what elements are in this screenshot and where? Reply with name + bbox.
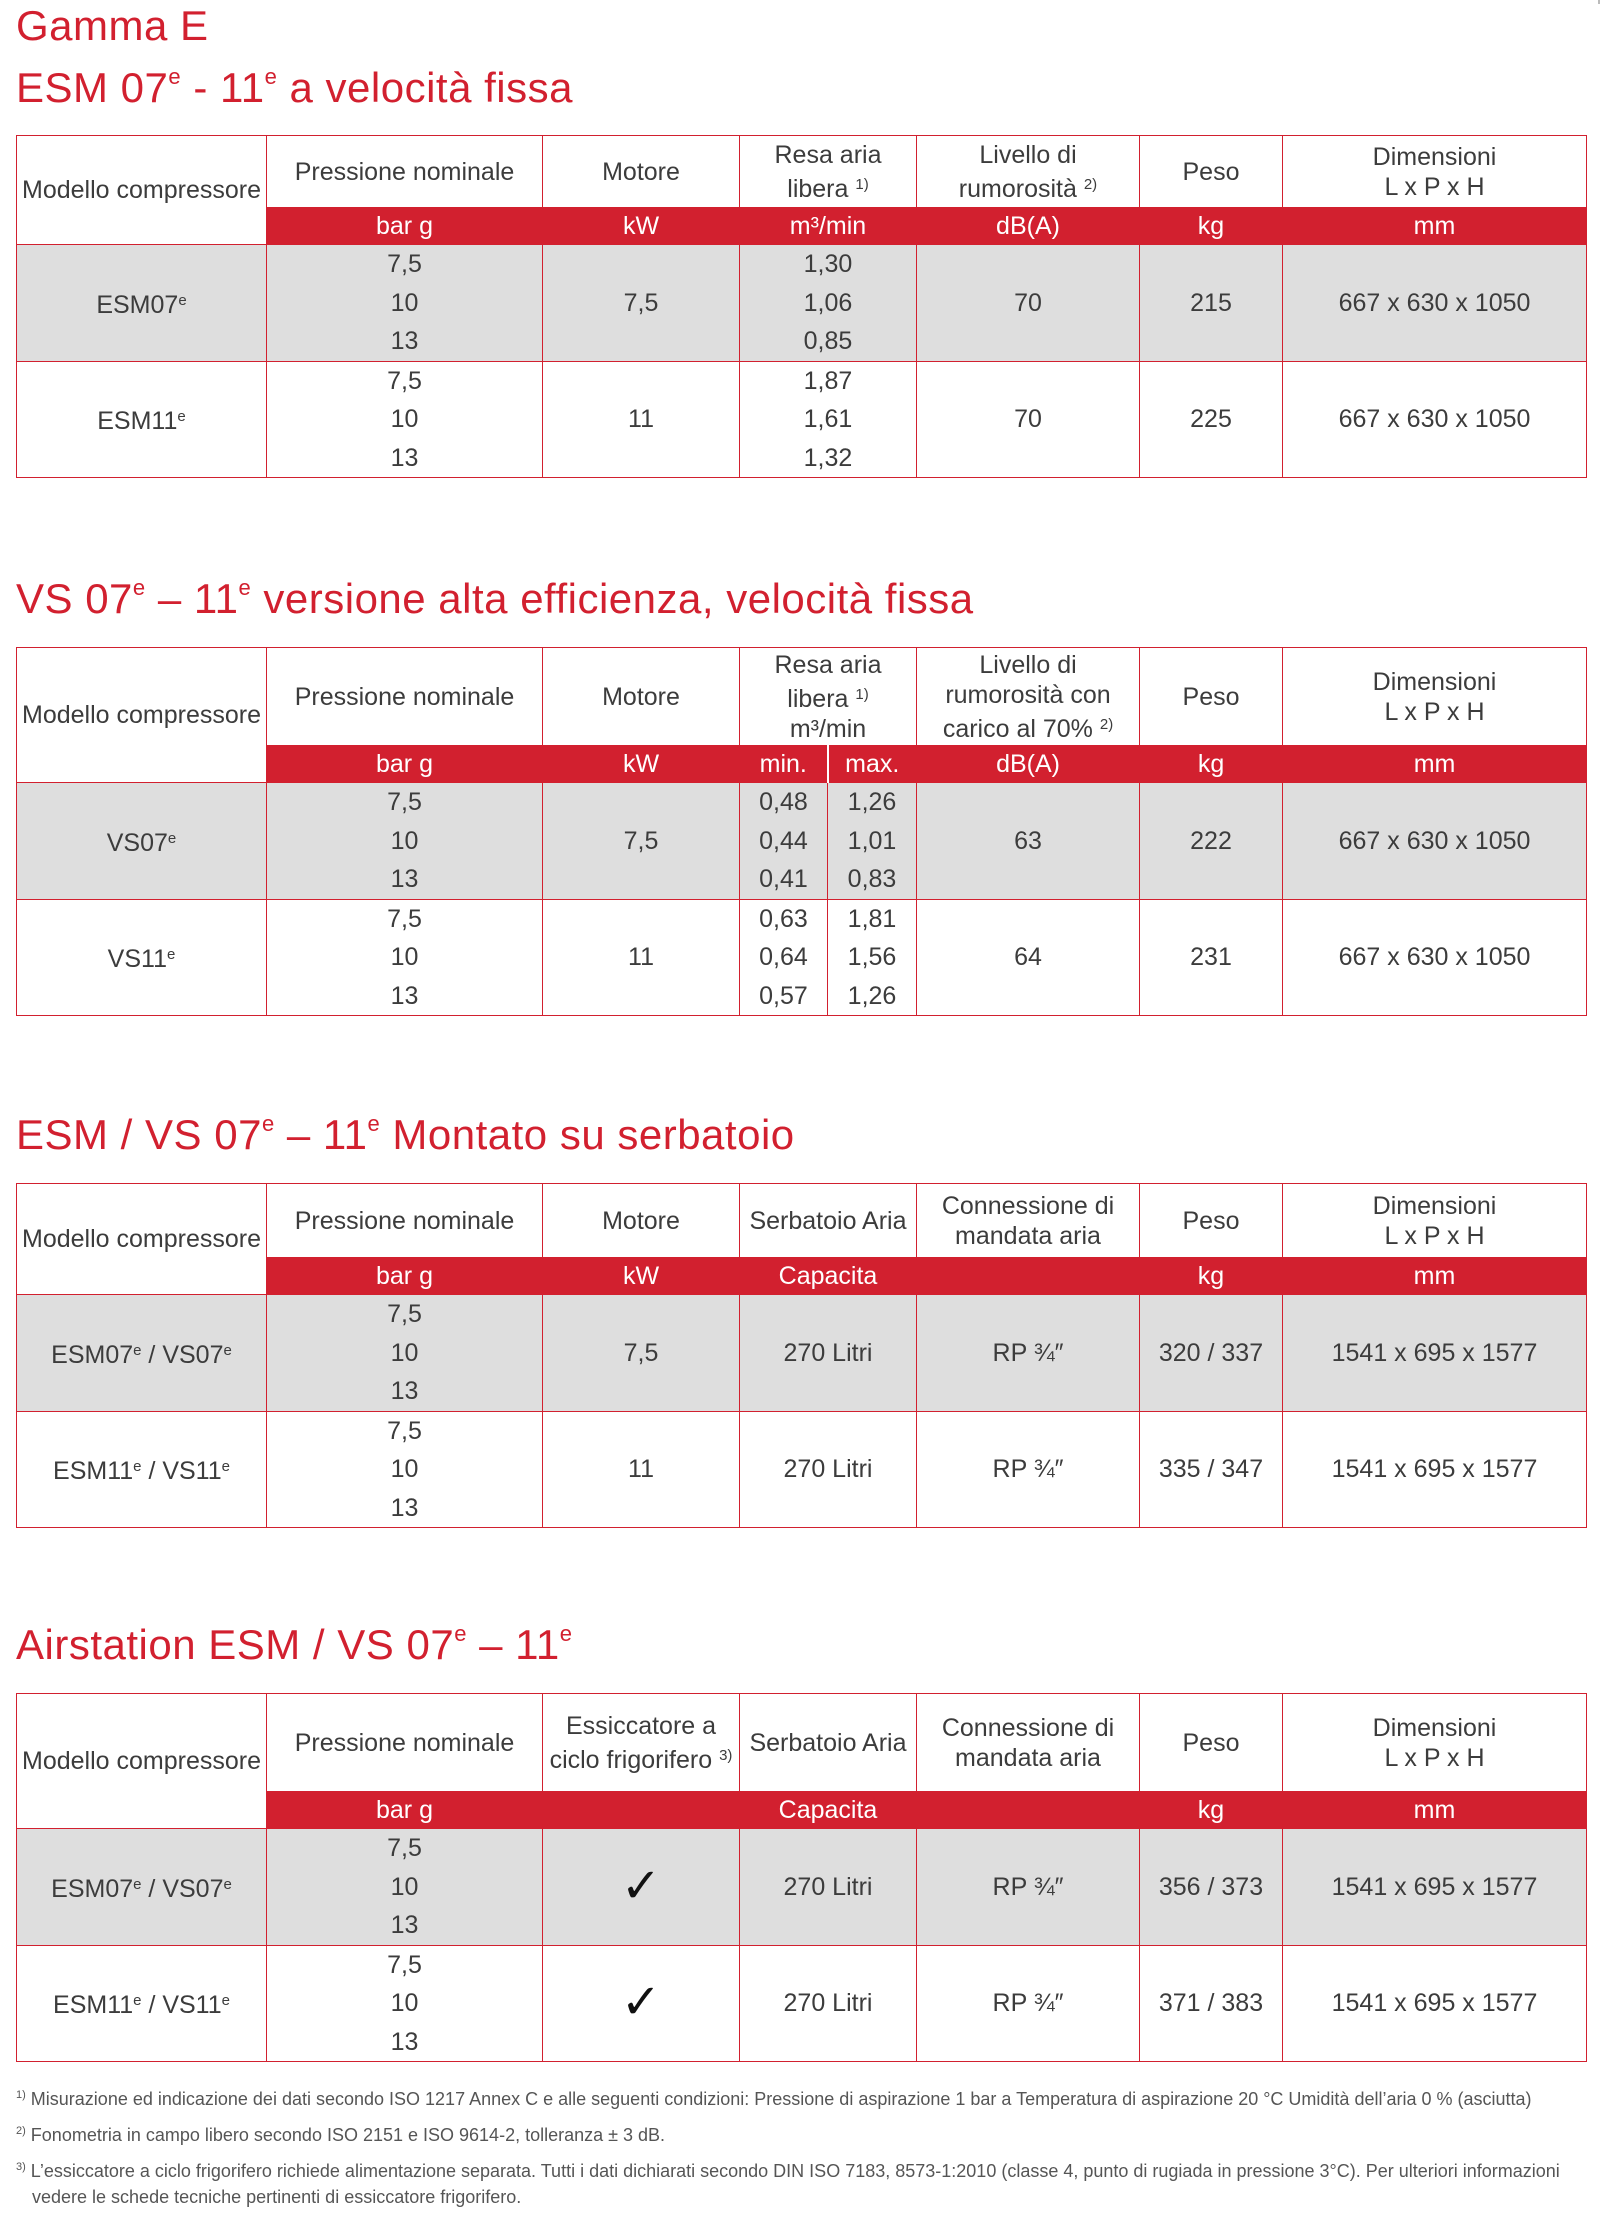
pressure-cell (267, 245, 543, 362)
header-connection: Connessione di mandata aria (917, 1694, 1140, 1792)
dimensions-cell: 1541 x 695 x 1577 (1283, 1295, 1587, 1412)
pressure-value: 10 (390, 288, 419, 317)
weight-cell: 335 / 347 (1140, 1411, 1283, 1528)
footnote-text: Fonometria in campo libero secondo ISO 2151 e ISO 9614-2, tolleranza ± 3 dB. (30, 2125, 666, 2145)
title-part: Airstation ESM / VS 07 (16, 1621, 455, 1668)
air-max-cell (828, 783, 917, 900)
title-sup: e (238, 575, 252, 600)
footnote-text: Misurazione ed indicazione dei dati secondo ISO 1217 Annex C e alle seguenti condizioni: Pressione di aspirazione 1 bar a Temperatura di aspirazione 20 °C Umidità dell’aria 0 % (asciutta) (30, 2089, 1532, 2109)
title-part: Montato su serbatoio (380, 1111, 795, 1158)
header-dimensions (1283, 1184, 1587, 1258)
connection-cell: RP ¾″ (917, 1295, 1140, 1412)
header-tank: Serbatoio Aria (740, 1184, 917, 1258)
air-output-value: 1,30 (803, 250, 853, 278)
footnotes (16, 2082, 1586, 2216)
header-row (17, 1694, 1587, 1792)
header-row (17, 136, 1587, 208)
model-sup: e (178, 291, 187, 309)
dimensions-cell: 1541 x 695 x 1577 (1283, 1945, 1587, 2062)
page-title: Gamma E (16, 2, 209, 49)
table-row (17, 1945, 1587, 2062)
footnote-text: L’essiccatore a ciclo frigorifero richiede alimentazione separata. Tutti i dati dichiarati secondo DIN ISO 7183, 8573-1:2010 (classe 4, punto di rugiada in pressione 3°C). Per ulteriori informazioni vedere le schede tecniche pertinenti di essiccatore frigorifero. (30, 2161, 1560, 2207)
unit-connection (917, 1792, 1140, 1829)
header-dimensions (1283, 648, 1587, 746)
pressure-cell (267, 1945, 543, 2062)
header-connection: Connessione di mandata aria (917, 1184, 1140, 1258)
title-sup: e (559, 1621, 573, 1646)
pressure-cell (267, 1295, 543, 1412)
section-title-esm (16, 64, 573, 112)
header-text: Dimensioni (1372, 142, 1497, 171)
footnote-mark: 3) (16, 2161, 26, 2173)
header-text: Resa aria libera (774, 140, 882, 203)
header-motor: Motore (543, 1184, 740, 1258)
model-cell (17, 245, 267, 362)
pressure-value: 13 (390, 2027, 419, 2056)
model-cell (17, 1829, 267, 1946)
pressure-value: 10 (390, 1872, 419, 1901)
header-dimensions (1283, 1694, 1587, 1792)
header-text: L x P x H (1384, 1221, 1485, 1250)
pressure-value: 13 (390, 981, 419, 1010)
header-model: Modello compressore (17, 1694, 267, 1829)
section-title-tank (16, 1111, 795, 1159)
model-name: ESM07 (51, 1874, 134, 1903)
pressure-value: 7,5 (387, 250, 422, 278)
unit-max: max. (828, 746, 917, 783)
title-part: ESM 07 (16, 64, 169, 111)
air-output-cell (740, 245, 917, 362)
model-sup: e (221, 1992, 230, 2010)
title-part: – 11 (466, 1621, 560, 1668)
weight-cell: 225 (1140, 361, 1283, 478)
model-cell (17, 899, 267, 1016)
model-name: / VS11 (141, 1457, 222, 1486)
title-sup: e (132, 575, 146, 600)
pressure-value: 13 (390, 865, 419, 893)
air-max-cell (828, 899, 917, 1016)
header-text: Dimensioni (1372, 667, 1497, 696)
model-name: ESM07 (96, 290, 179, 319)
header-row (17, 648, 1587, 746)
table-row (17, 1295, 1587, 1412)
title-sup: e (261, 1111, 275, 1136)
air-min-value: 0,41 (759, 865, 808, 893)
spec-table-airstation (16, 1693, 1587, 2062)
weight-cell: 356 / 373 (1140, 1829, 1283, 1946)
weight-cell: 320 / 337 (1140, 1295, 1283, 1412)
connection-cell: RP ¾″ (917, 1829, 1140, 1946)
unit-dryer (543, 1792, 740, 1829)
air-max-value: 1,81 (847, 904, 897, 933)
header-text: Essiccatore a ciclo frigorifero (549, 1711, 717, 1774)
unit-dimensions: mm (1283, 1258, 1587, 1295)
header-air-output (740, 136, 917, 208)
pressure-value: 7,5 (387, 1950, 422, 1979)
title-sup: e (367, 1111, 381, 1136)
dimensions-cell: 667 x 630 x 1050 (1283, 361, 1587, 478)
title-part: a velocità fissa (277, 64, 573, 111)
header-model: Modello compressore (17, 136, 267, 245)
unit-motor: kW (543, 746, 740, 783)
air-output-cell (740, 361, 917, 478)
motor-cell: 7,5 (543, 1295, 740, 1412)
header-model: Modello compressore (17, 648, 267, 783)
table-row (17, 899, 1587, 1016)
connection-cell: RP ¾″ (917, 1411, 1140, 1528)
air-output-value: 1,32 (803, 443, 853, 472)
unit-min: min. (740, 746, 828, 783)
unit-tank: Capacita (740, 1792, 917, 1829)
model-sup: e (223, 1875, 232, 1893)
model-sup: e (221, 1458, 230, 1476)
checkmark-icon: ✓ (620, 1859, 662, 1913)
weight-cell: 231 (1140, 899, 1283, 1016)
header-text: Dimensioni (1372, 1191, 1497, 1220)
motor-cell: 11 (543, 1411, 740, 1528)
header-unit: m³/min (789, 714, 867, 743)
title-part: ESM / VS 07 (16, 1111, 262, 1158)
dimensions-cell: 667 x 630 x 1050 (1283, 783, 1587, 900)
air-min-value: 0,44 (759, 826, 808, 855)
air-min-cell (740, 783, 828, 900)
spec-table-esm (16, 135, 1587, 478)
header-pressure: Pressione nominale (267, 1694, 543, 1792)
model-name: VS11 (107, 945, 167, 974)
dimensions-cell: 1541 x 695 x 1577 (1283, 1411, 1587, 1528)
spec-table-vs (16, 647, 1587, 1016)
air-output-value: 1,06 (803, 288, 853, 317)
motor-cell: 7,5 (543, 783, 740, 900)
unit-tank: Capacita (740, 1258, 917, 1295)
noise-cell: 64 (917, 899, 1140, 1016)
air-output-value: 1,87 (803, 366, 853, 395)
table-row (17, 361, 1587, 478)
pressure-value: 10 (390, 1338, 419, 1367)
title-part: VS 07 (16, 575, 133, 622)
model-sup: e (223, 1341, 232, 1359)
header-noise (917, 136, 1140, 208)
table-row (17, 1829, 1587, 1946)
model-sup: e (167, 829, 177, 847)
footnote-3 (16, 2154, 1586, 2210)
tank-cell: 270 Litri (740, 1945, 917, 2062)
header-motor: Motore (543, 136, 740, 208)
footnote-ref: 1) (855, 175, 869, 193)
air-max-value: 0,83 (847, 865, 897, 893)
unit-pressure: bar g (267, 1792, 543, 1829)
pressure-value: 7,5 (387, 788, 422, 816)
title-part: - 11 (181, 64, 265, 111)
unit-air-output: m³/min (740, 208, 917, 245)
footnote-mark: 1) (16, 2089, 26, 2101)
pressure-cell (267, 899, 543, 1016)
air-min-value: 0,64 (759, 943, 808, 971)
model-cell (17, 361, 267, 478)
pressure-value: 13 (390, 327, 419, 355)
air-output-value: 0,85 (803, 327, 853, 355)
weight-cell: 222 (1140, 783, 1283, 900)
spec-table-tank (16, 1183, 1587, 1528)
pressure-value: 10 (390, 943, 419, 971)
table-row (17, 1411, 1587, 1528)
header-weight: Peso (1140, 1184, 1283, 1258)
unit-noise: dB(A) (917, 746, 1140, 783)
model-cell (17, 1411, 267, 1528)
pressure-value: 10 (390, 826, 419, 855)
footnote-ref: 1) (855, 685, 869, 703)
air-output-value: 1,61 (803, 405, 853, 433)
header-dimensions (1283, 136, 1587, 208)
unit-weight: kg (1140, 746, 1283, 783)
pressure-cell (267, 1829, 543, 1946)
motor-cell: 11 (543, 361, 740, 478)
pressure-cell (267, 361, 543, 478)
header-noise (917, 648, 1140, 746)
header-text: Livello di rumorosità (958, 140, 1077, 203)
unit-dimensions: mm (1283, 208, 1587, 245)
title-part: versione alta efficienza, velocità fissa (251, 575, 974, 622)
pressure-cell (267, 1411, 543, 1528)
dryer-cell (543, 1945, 740, 2062)
pressure-value: 7,5 (387, 1834, 422, 1862)
air-max-value: 1,01 (847, 826, 897, 855)
air-max-value: 1,26 (847, 981, 897, 1010)
pressure-value: 7,5 (387, 366, 422, 395)
model-sup: e (133, 1992, 142, 2010)
table-row (17, 783, 1587, 900)
air-min-cell (740, 899, 828, 1016)
model-cell (17, 1295, 267, 1412)
model-cell (17, 1945, 267, 2062)
pressure-value: 13 (390, 1493, 419, 1522)
model-name: / VS11 (141, 1991, 222, 2020)
dimensions-cell: 667 x 630 x 1050 (1283, 899, 1587, 1016)
model-sup: e (166, 946, 176, 964)
dimensions-cell: 667 x 630 x 1050 (1283, 245, 1587, 362)
air-min-value: 0,63 (759, 904, 808, 933)
motor-cell: 11 (543, 899, 740, 1016)
table-row (17, 245, 1587, 362)
unit-dimensions: mm (1283, 1792, 1587, 1829)
model-name: VS07 (106, 828, 168, 857)
header-pressure: Pressione nominale (267, 1184, 543, 1258)
pressure-cell (267, 783, 543, 900)
unit-connection (917, 1258, 1140, 1295)
noise-cell: 63 (917, 783, 1140, 900)
footnote-ref: 2) (1099, 715, 1114, 733)
title-part: – 11 (274, 1111, 368, 1158)
header-text: Resa aria libera (774, 650, 882, 713)
pressure-value: 10 (390, 405, 419, 433)
unit-pressure: bar g (267, 208, 543, 245)
header-weight: Peso (1140, 1694, 1283, 1792)
section-title-airstation (16, 1621, 572, 1669)
header-text: L x P x H (1384, 1743, 1485, 1772)
weight-cell: 215 (1140, 245, 1283, 362)
header-model: Modello compressore (17, 1184, 267, 1295)
header-text: Dimensioni (1372, 1713, 1497, 1742)
section-title-vs (16, 575, 974, 623)
title-sup: e (264, 64, 278, 89)
model-name: ESM11 (97, 407, 178, 436)
tank-cell: 270 Litri (740, 1295, 917, 1412)
motor-cell: 7,5 (543, 245, 740, 362)
model-sup: e (133, 1875, 142, 1893)
air-min-value: 0,48 (759, 788, 808, 816)
model-name: ESM07 (51, 1340, 134, 1369)
unit-pressure: bar g (267, 746, 543, 783)
pressure-value: 13 (390, 1377, 419, 1405)
air-min-value: 0,57 (759, 981, 808, 1010)
checkmark-icon: ✓ (620, 1976, 662, 2030)
footnote-ref: 2) (1083, 175, 1098, 193)
header-pressure: Pressione nominale (267, 136, 543, 208)
noise-cell: 70 (917, 361, 1140, 478)
title-sup: e (168, 64, 182, 89)
pressure-value: 7,5 (387, 904, 422, 933)
unit-pressure: bar g (267, 1258, 543, 1295)
model-sup: e (133, 1341, 142, 1359)
header-air-output (740, 648, 917, 746)
pressure-value: 13 (390, 1911, 419, 1939)
model-sup: e (133, 1458, 142, 1476)
model-name: / VS07 (141, 1340, 224, 1369)
header-text: L x P x H (1384, 697, 1485, 726)
header-text: Livello di rumorosità con carico al 70% (942, 650, 1111, 743)
unit-motor: kW (543, 208, 740, 245)
unit-dimensions: mm (1283, 746, 1587, 783)
footnote-2 (16, 2118, 1586, 2148)
header-tank: Serbatoio Aria (740, 1694, 917, 1792)
tank-cell: 270 Litri (740, 1829, 917, 1946)
footnote-ref: 3) (719, 1746, 733, 1764)
air-max-value: 1,56 (847, 943, 897, 971)
unit-weight: kg (1140, 1792, 1283, 1829)
header-weight: Peso (1140, 648, 1283, 746)
model-name: ESM11 (53, 1991, 134, 2020)
pressure-value: 13 (390, 443, 419, 472)
footnote-1 (16, 2082, 1586, 2112)
tank-cell: 270 Litri (740, 1411, 917, 1528)
model-name: / VS07 (141, 1874, 224, 1903)
header-weight: Peso (1140, 136, 1283, 208)
weight-cell: 371 / 383 (1140, 1945, 1283, 2062)
header-pressure: Pressione nominale (267, 648, 543, 746)
connection-cell: RP ¾″ (917, 1945, 1140, 2062)
header-text: L x P x H (1384, 172, 1485, 201)
header-row (17, 1184, 1587, 1258)
unit-weight: kg (1140, 208, 1283, 245)
model-name: ESM11 (53, 1457, 134, 1486)
unit-weight: kg (1140, 1258, 1283, 1295)
pressure-value: 7,5 (387, 1416, 422, 1445)
header-dryer (543, 1694, 740, 1792)
noise-cell: 70 (917, 245, 1140, 362)
unit-noise: dB(A) (917, 208, 1140, 245)
title-part: – 11 (145, 575, 239, 622)
air-max-value: 1,26 (847, 788, 897, 816)
pressure-value: 7,5 (387, 1300, 422, 1328)
title-sup: e (454, 1621, 467, 1646)
model-cell (17, 783, 267, 900)
pressure-value: 10 (390, 1455, 419, 1483)
unit-motor: kW (543, 1258, 740, 1295)
pressure-value: 10 (390, 1989, 419, 2017)
dimensions-cell: 1541 x 695 x 1577 (1283, 1829, 1587, 1946)
header-motor: Motore (543, 648, 740, 746)
model-sup: e (177, 408, 186, 426)
dryer-cell (543, 1829, 740, 1946)
footnote-mark: 2) (16, 2125, 26, 2137)
